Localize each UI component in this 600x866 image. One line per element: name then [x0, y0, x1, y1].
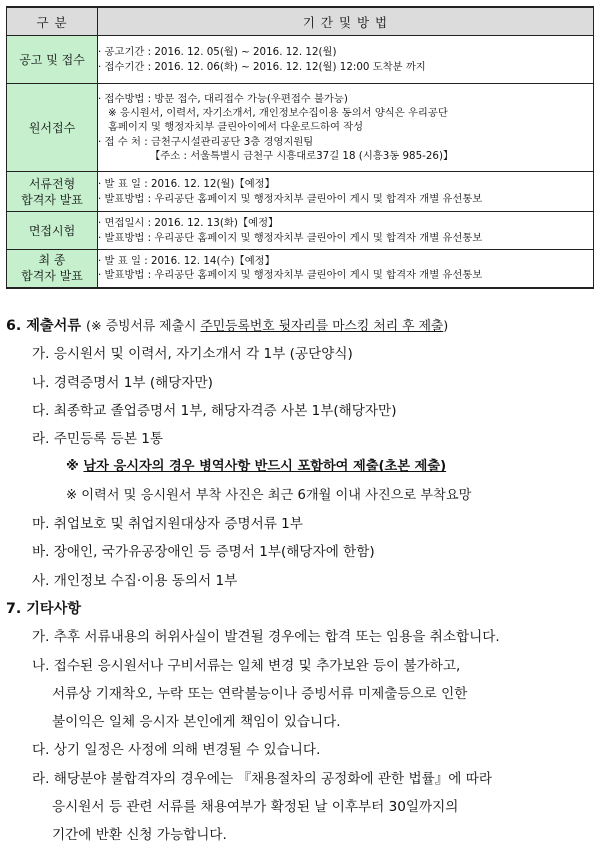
- content-line: · 면접일시 : 2016. 12. 13(화)【예정】: [98, 217, 279, 230]
- content-line: · 발 표 일 : 2016. 12. 12(월)【예정】: [98, 178, 275, 191]
- row-content: [98, 84, 594, 172]
- list-item-continuation: 서류상 기재착오, 누락 또는 연락불능이나 증빙서류 미제출등으로 인한: [52, 685, 468, 702]
- section-6-note: [86, 319, 448, 334]
- content-line: 홈페이지 및 행정자치부 클린아이에서 다운로드하여 작성: [108, 121, 364, 134]
- table-row-document-screening: [7, 172, 594, 212]
- row-category: 공고 및 접수: [7, 36, 98, 84]
- section-7-heading: 7. 기타사항: [6, 600, 82, 617]
- note-suffix: ): [443, 319, 449, 334]
- table-header-row: [7, 7, 594, 36]
- content-line: · 발 표 일 : 2016. 12. 14(수)【예정】: [98, 254, 275, 267]
- row-category: [7, 172, 98, 212]
- row-content: [98, 36, 594, 84]
- list-item-continuation: 응시원서 등 관련 서류를 채용여부가 확정된 날 이후부터 30일까지의: [52, 799, 459, 816]
- category-line: 합격자 발표: [21, 269, 83, 284]
- note-prefix: (※ 증빙서류 제출시: [85, 319, 201, 334]
- table-row-final-announcement: [7, 250, 594, 288]
- content-line: · 접수기간 : 2016. 12. 06(화) ~ 2016. 12. 12(월) 12:00 도착분 까지: [98, 60, 426, 73]
- list-item: 라. 주민등록 등본 1통: [32, 431, 163, 448]
- category-line: 최 종: [38, 253, 66, 268]
- list-item: 다. 상기 일정은 사정에 의해 변경될 수 있습니다.: [32, 742, 321, 759]
- row-content: [98, 250, 594, 288]
- note-underlined: 주민등록번호 뒷자리를 마스킹 처리 후 제출: [200, 319, 444, 334]
- table-row-application: [7, 84, 594, 172]
- list-item: 가. 응시원서 및 이력서, 자기소개서 각 1부 (공단양식): [32, 346, 353, 363]
- content-line: · 발표방법 : 우리공단 홈페이지 및 행정자치부 클린아이 게시 및 합격자 개별 유선통보: [98, 269, 483, 282]
- military-note-text: 남자 응시자의 경우 병역사항 반드시 포함하여 제출(초본 제출): [83, 459, 447, 475]
- list-item: 나. 접수된 응시원서나 구비서류는 일체 변경 및 추가보완 등이 불가하고,: [32, 657, 461, 674]
- row-category: 원서접수: [7, 84, 98, 172]
- list-item: 바. 장애인, 국가유공장애인 등 증명서 1부(해당자에 한함): [32, 544, 375, 561]
- list-item: 마. 취업보호 및 취업지원대상자 증명서류 1부: [32, 516, 303, 533]
- header-details: 기 간 및 방 법: [98, 7, 594, 36]
- row-category: 면접시험: [7, 212, 98, 250]
- photo-note: ※ 이력서 및 응시원서 부착 사진은 최근 6개월 이내 사진으로 부착요망: [66, 487, 472, 503]
- military-note-mark: ※: [66, 459, 84, 475]
- header-category: 구 분: [7, 7, 98, 36]
- row-content: [98, 212, 594, 250]
- list-item: 가. 추후 서류내용의 허위사실이 발견될 경우에는 합격 또는 임용을 취소합니다.: [32, 629, 500, 646]
- list-item: 사. 개인정보 수집·이용 동의서 1부: [32, 572, 238, 589]
- schedule-table: [6, 6, 594, 289]
- military-note: [6, 453, 596, 481]
- content-line: · 공고기간 : 2016. 12. 05(월) ~ 2016. 12. 12(월): [98, 46, 337, 59]
- body-text: [6, 312, 596, 850]
- content-line: · 발표방법 : 우리공단 홈페이지 및 행정자치부 클린아이 게시 및 합격자 개별 유선통보: [98, 192, 483, 205]
- table-row-interview: [7, 212, 594, 250]
- list-item: 다. 최종학교 졸업증명서 1부, 해당자격증 사본 1부(해당자만): [32, 402, 397, 419]
- category-line: 합격자 발표: [21, 192, 83, 207]
- list-item-continuation: 기간에 반환 신청 가능합니다.: [52, 827, 227, 844]
- content-line: 【주소 : 서울특별시 금천구 시흥대로37길 18 (시흥3동 985-26)】: [150, 149, 454, 162]
- row-category: [7, 250, 98, 288]
- list-item: 나. 경력증명서 1부 (해당자만): [32, 374, 213, 391]
- table-row-announcement: [7, 36, 594, 84]
- content-line: · 접 수 처 : 금천구시설관리공단 3층 경영지원팀: [98, 135, 314, 148]
- row-content: [98, 172, 594, 212]
- content-line: · 접수방법 : 방문 접수, 대리접수 가능(우편접수 불가능): [98, 92, 348, 105]
- content-line: ※ 응시원서, 이력서, 자기소개서, 개인정보수집이용 동의서 양식은 우리공단: [108, 107, 448, 120]
- list-item: 라. 해당분야 불합격자의 경우에는 『채용절차의 공정화에 관한 법률』에 따라: [32, 770, 493, 787]
- content-line: · 발표방법 : 우리공단 홈페이지 및 행정자치부 클린아이 게시 및 합격자 개별 유선통보: [98, 231, 483, 244]
- category-line: 서류전형: [28, 176, 76, 191]
- section-6-title: 6. 제출서류: [6, 318, 82, 334]
- list-item-continuation: 불이익은 일체 응시자 본인에게 책임이 있습니다.: [52, 714, 341, 731]
- section-6-heading: [6, 312, 596, 340]
